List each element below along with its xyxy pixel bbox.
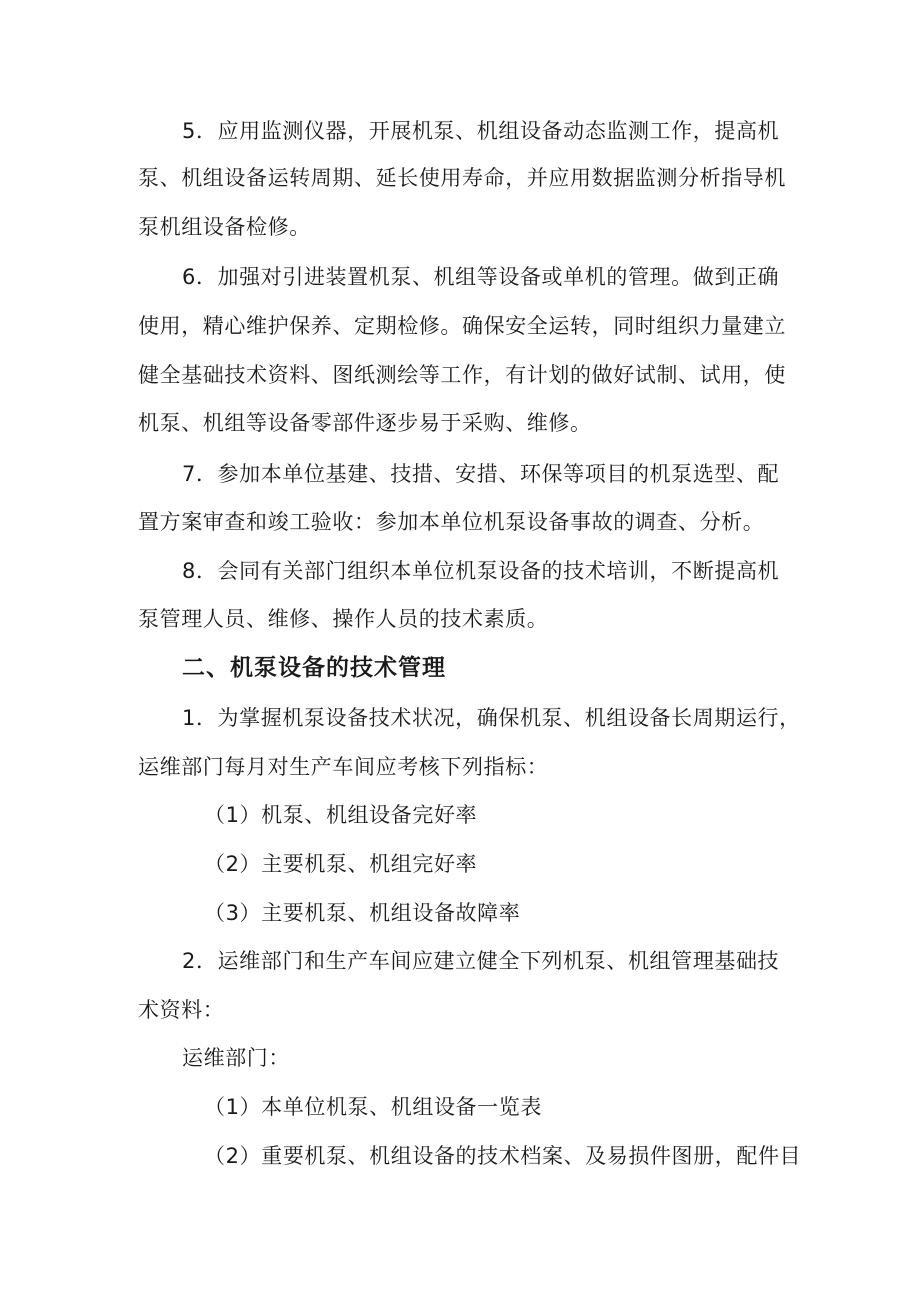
item-6-line-1: 6．加强对引进装置机泵、机组等设备或单机的管理。做到正确 bbox=[182, 265, 780, 289]
indicator-3: （3）主要机泵、机组设备故障率 bbox=[204, 901, 521, 925]
item-6-line-3: 健全基础技术资料、图纸测绘等工作，有计划的做好试制、试用，使 bbox=[138, 363, 786, 387]
item-5-line-1: 5．应用监测仪器，开展机泵、机组设备动态监测工作，提高机 bbox=[182, 119, 780, 143]
item-5-line-2: 泵、机组设备运转周期、延长使用寿命，并应用数据监测分析指导机 bbox=[138, 166, 786, 190]
item-6-line-4: 机泵、机组等设备零部件逐步易于采购、维修。 bbox=[138, 411, 592, 435]
item-5-line-3: 泵机组设备检修。 bbox=[138, 215, 311, 239]
item-8-line-2: 泵管理人员、维修、操作人员的技术素质。 bbox=[138, 607, 549, 631]
item-2-line-2: 术资料： bbox=[138, 998, 225, 1022]
section-item-1-line-2: 运维部门每月对生产车间应考核下列指标： bbox=[138, 755, 549, 779]
indicator-1: （1）机泵、机组设备完好率 bbox=[204, 803, 478, 827]
item-7-line-2: 置方案审查和竣工验收：参加本单位机泵设备事故的调查、分析。 bbox=[138, 510, 765, 534]
item-8-line-1: 8．会同有关部门组织本单位机泵设备的技术培训，不断提高机 bbox=[182, 559, 780, 583]
dept-label: 运维部门： bbox=[182, 1046, 290, 1070]
dept-item-1: （1）本单位机泵、机组设备一览表 bbox=[204, 1095, 542, 1119]
section-heading: 二、机泵设备的技术管理 bbox=[182, 655, 446, 681]
item-7-line-1: 7．参加本单位基建、技措、安措、环保等项目的机泵选型、配 bbox=[182, 462, 780, 486]
dept-item-2: （2）重要机泵、机组设备的技术档案、及易损件图册，配件目 bbox=[204, 1144, 802, 1168]
item-2-line-1: 2．运维部门和生产车间应建立健全下列机泵、机组管理基础技 bbox=[182, 949, 780, 973]
item-6-line-2: 使用，精心维护保养、定期检修。确保安全运转，同时组织力量建立 bbox=[138, 314, 786, 338]
indicator-2: （2）主要机泵、机组完好率 bbox=[204, 852, 478, 876]
section-item-1-line-1: 1．为掌握机泵设备技术状况，确保机泵、机组设备长周期运行， bbox=[182, 706, 801, 730]
